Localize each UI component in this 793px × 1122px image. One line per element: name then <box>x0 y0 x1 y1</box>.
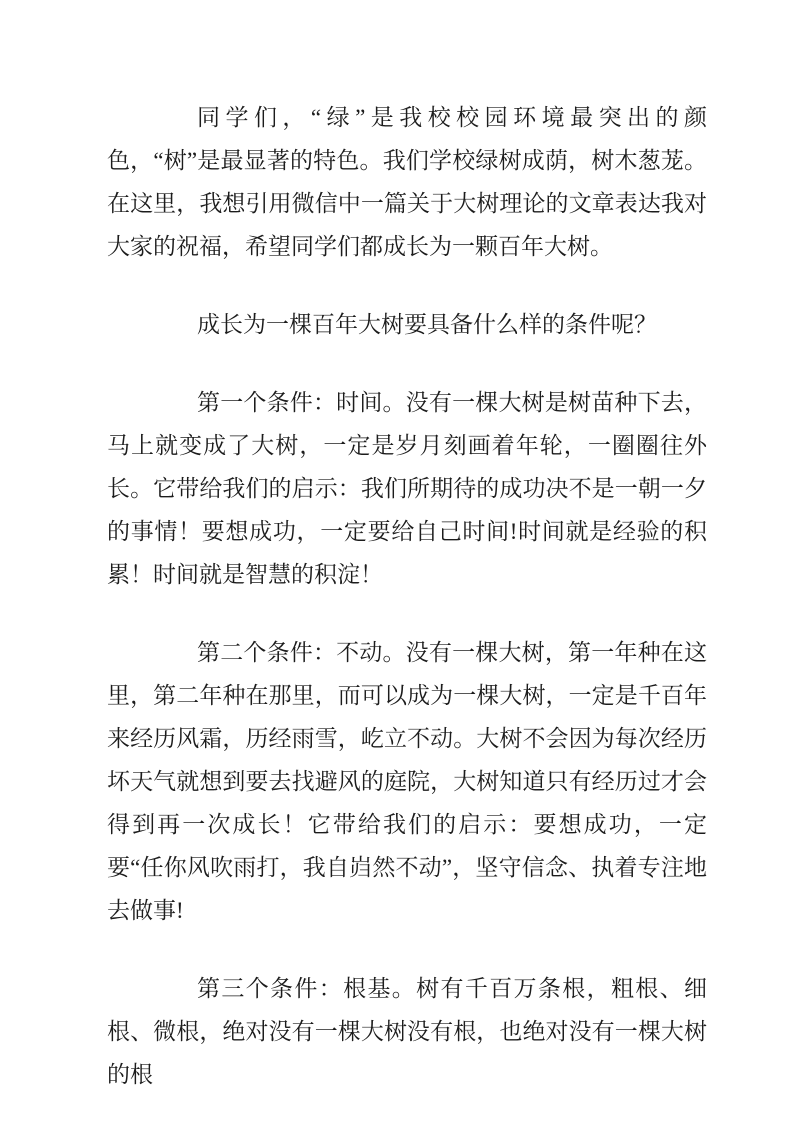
paragraph-condition-3-roots: 第三个条件：根基。树有千百万条根，粗根、细根、微根，绝对没有一棵大树没有根，也绝对没有一棵大树的根 <box>107 976 707 1087</box>
paragraph-condition-1-time: 第一个条件：时间。没有一棵大树是树苗种下去，马上就变成了大树，一定是岁月刻画着年轮，一圈圈往外长。它带给我们的启示：我们所期待的成功决不是一朝一夕的事情！要想成功，一定要给自己时间!时间就是经验的积累！时间就是智慧的积淀！ <box>107 390 707 587</box>
paragraph-intro: 同学们，“绿”是我校校园环境最突出的颜色，“树”是最显著的特色。我们学校绿树成荫，树木葱茏。在这里，我想引用微信中一篇关于大树理论的文章表达我对大家的祝福，希望同学们都成长为一颗百年大树。 <box>107 105 707 259</box>
paragraph-question: 成长为一棵百年大树要具备什么样的条件呢？ <box>197 312 657 337</box>
paragraph-condition-2-stillness: 第二个条件：不动。没有一棵大树，第一年种在这里，第二年种在那里，而可以成为一棵大树，一定是千百年来经历风霜，历经雨雪，屹立不动。大树不会因为每次经历坏天气就想到要去找避风的庭院，大树知道只有经历过才会得到再一次成长！它带给我们的启示：要想成功，一定要“任你风吹雨打，我自岿然不动”，坚守信念、执着专注地去做事! <box>107 640 707 923</box>
